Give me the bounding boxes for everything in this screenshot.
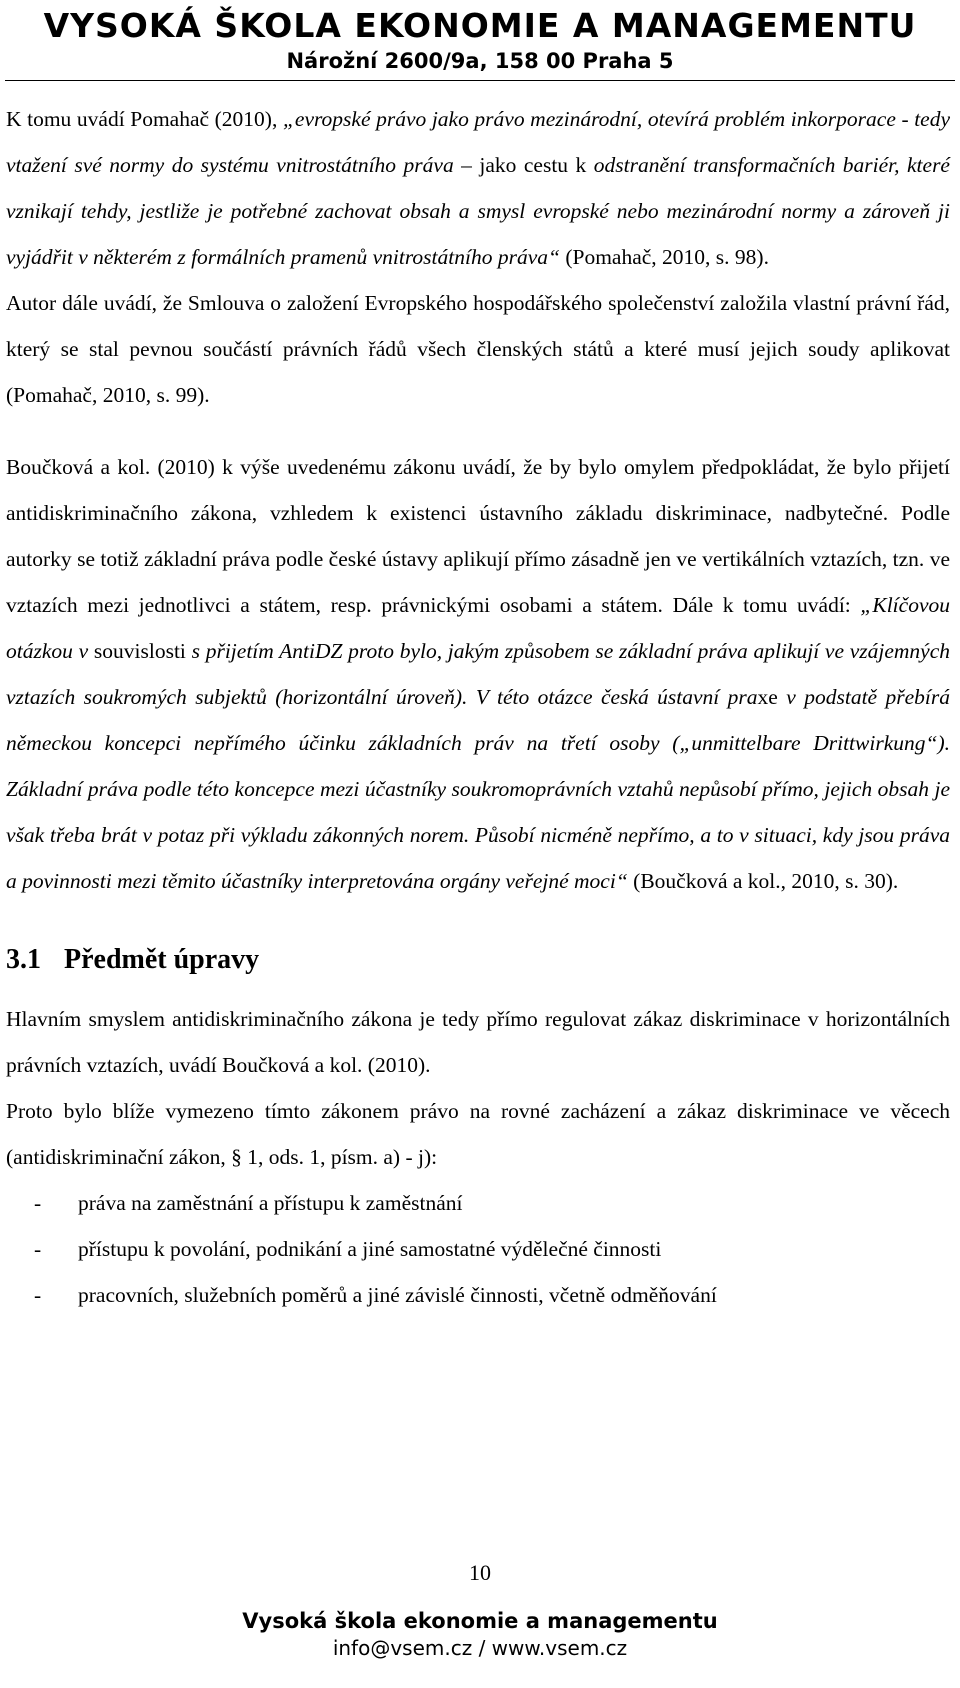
quote-run: odstranění transformačních bariér, které vznikají tehdy, jestliže je potřebné zachovat obsah a smysl evropské nebo mezinárodní normy a zároveň ji vyjádřit v některém z formálních pramenů vnitrostátního práva“ [6, 153, 950, 269]
quote-run: „Klíčovou otázkou v [6, 593, 950, 663]
text-run: Boučková a kol. (2010) k výše uvedenému zákonu uvádí, že by bylo omylem předpokládat, že bylo přijetí antidiskriminačního zákona, vzhledem k existenci ústavního základu diskriminace, nadbytečné. Podle autorky se totiž základní práva podle české ústavy aplikují přímo zásadně jen ve vertikálních vztazích, tzn. ve vztazích mezi jednotlivci a státem, resp. právnickými osobami a státem. Dále k tomu uvádí: [6, 455, 950, 617]
school-name-header: VYSOKÁ ŠKOLA EKONOMIE A MANAGEMENTU [43, 6, 917, 45]
paragraph-pomahac-quote [6, 96, 950, 280]
list-dash: - [34, 1191, 42, 1215]
list-item-text: přístupu k povolání, podnikání a jiné samostatné výdělečné činnosti [78, 1237, 662, 1261]
text-run: xe [757, 685, 787, 709]
list-item [6, 1272, 950, 1318]
paragraph-eec-treaty: Autor dále uvádí, že Smlouva o založení Evropského hospodářského společenství založila vlastní právní řád, který se stal pevnou součástí právních řádů všech členských států a které musí jejich soudy aplikovat (Pomahač, 2010, s. 99). [6, 291, 950, 407]
page-header [0, 6, 960, 74]
list-item [6, 1180, 950, 1226]
list-dash: - [34, 1237, 42, 1261]
list-dash: - [34, 1283, 42, 1307]
paragraph-scope: Proto bylo blíže vymezeno tímto zákonem právo na rovné zacházení a zákaz diskriminace ve věcech (antidiskriminační zákon, § 1, ods. 1, písm. a) - j): [6, 1099, 950, 1169]
list-item [6, 1226, 950, 1272]
section-number: 3.1 [6, 944, 41, 975]
citation-run: (Pomahač, 2010, s. 98). [559, 245, 769, 269]
section-heading [6, 932, 950, 988]
footer-school-name: Vysoká škola ekonomie a managementu [242, 1609, 718, 1633]
school-address: Nárožní 2600/9a, 158 00 Praha 5 [286, 49, 674, 73]
citation-run: (Boučková a kol., 2010, s. 30). [627, 869, 899, 893]
header-divider [5, 80, 955, 81]
quote-run: v podstatě přebírá německou koncepci nepřímého účinku základních práv na třetí osoby („unmittelbare Drittwirkung“). Základní práva podle této koncepce mezi účastníky soukromoprávních vztahů nepůsobí přímo, jejich obsah je však třeba brát v potaz při výkladu zákonných norem. Působí nicméně nepřímo, a to v situaci, kdy jsou práva a povinnosti mezi těmito účastníky interpretována orgány veřejné moci“ [6, 685, 950, 893]
section-title: Předmět úpravy [64, 944, 260, 975]
quote-run: s přijetím AntiDZ proto bylo, jakým způsobem se základní práva aplikují ve vzájemných vztazích soukromých subjektů (horizontální úroveň). V této otázce česká ústavní pra [6, 639, 951, 709]
footer-contact: info@vsem.cz / www.vsem.cz [332, 1636, 628, 1660]
text-run: K tomu uvádí Pomahač (2010), [6, 107, 283, 131]
scope-list [6, 1180, 950, 1318]
page-footer [0, 1607, 960, 1661]
page-number: 10 [469, 1560, 491, 1585]
paragraph-purpose: Hlavním smyslem antidiskriminačního zákona je tedy přímo regulovat zákaz diskriminace v horizontálních právních vztazích, uvádí Boučková a kol. (2010). [6, 1007, 950, 1077]
list-item-text: pracovních, služebních poměrů a jiné závislé činnosti, včetně odměňování [78, 1283, 717, 1307]
page-body [6, 96, 950, 1318]
list-item-text: práva na zaměstnání a přístupu k zaměstnání [78, 1191, 463, 1215]
text-run: – jako cestu k [453, 153, 594, 177]
text-run: souvislosti [93, 639, 192, 663]
quote-run: „evropské právo jako právo mezinárodní, otevírá problém inkorporace - tedy vtažení své normy do systému vnitrostátního práva [6, 107, 951, 177]
paragraph-bouckova [6, 444, 950, 904]
